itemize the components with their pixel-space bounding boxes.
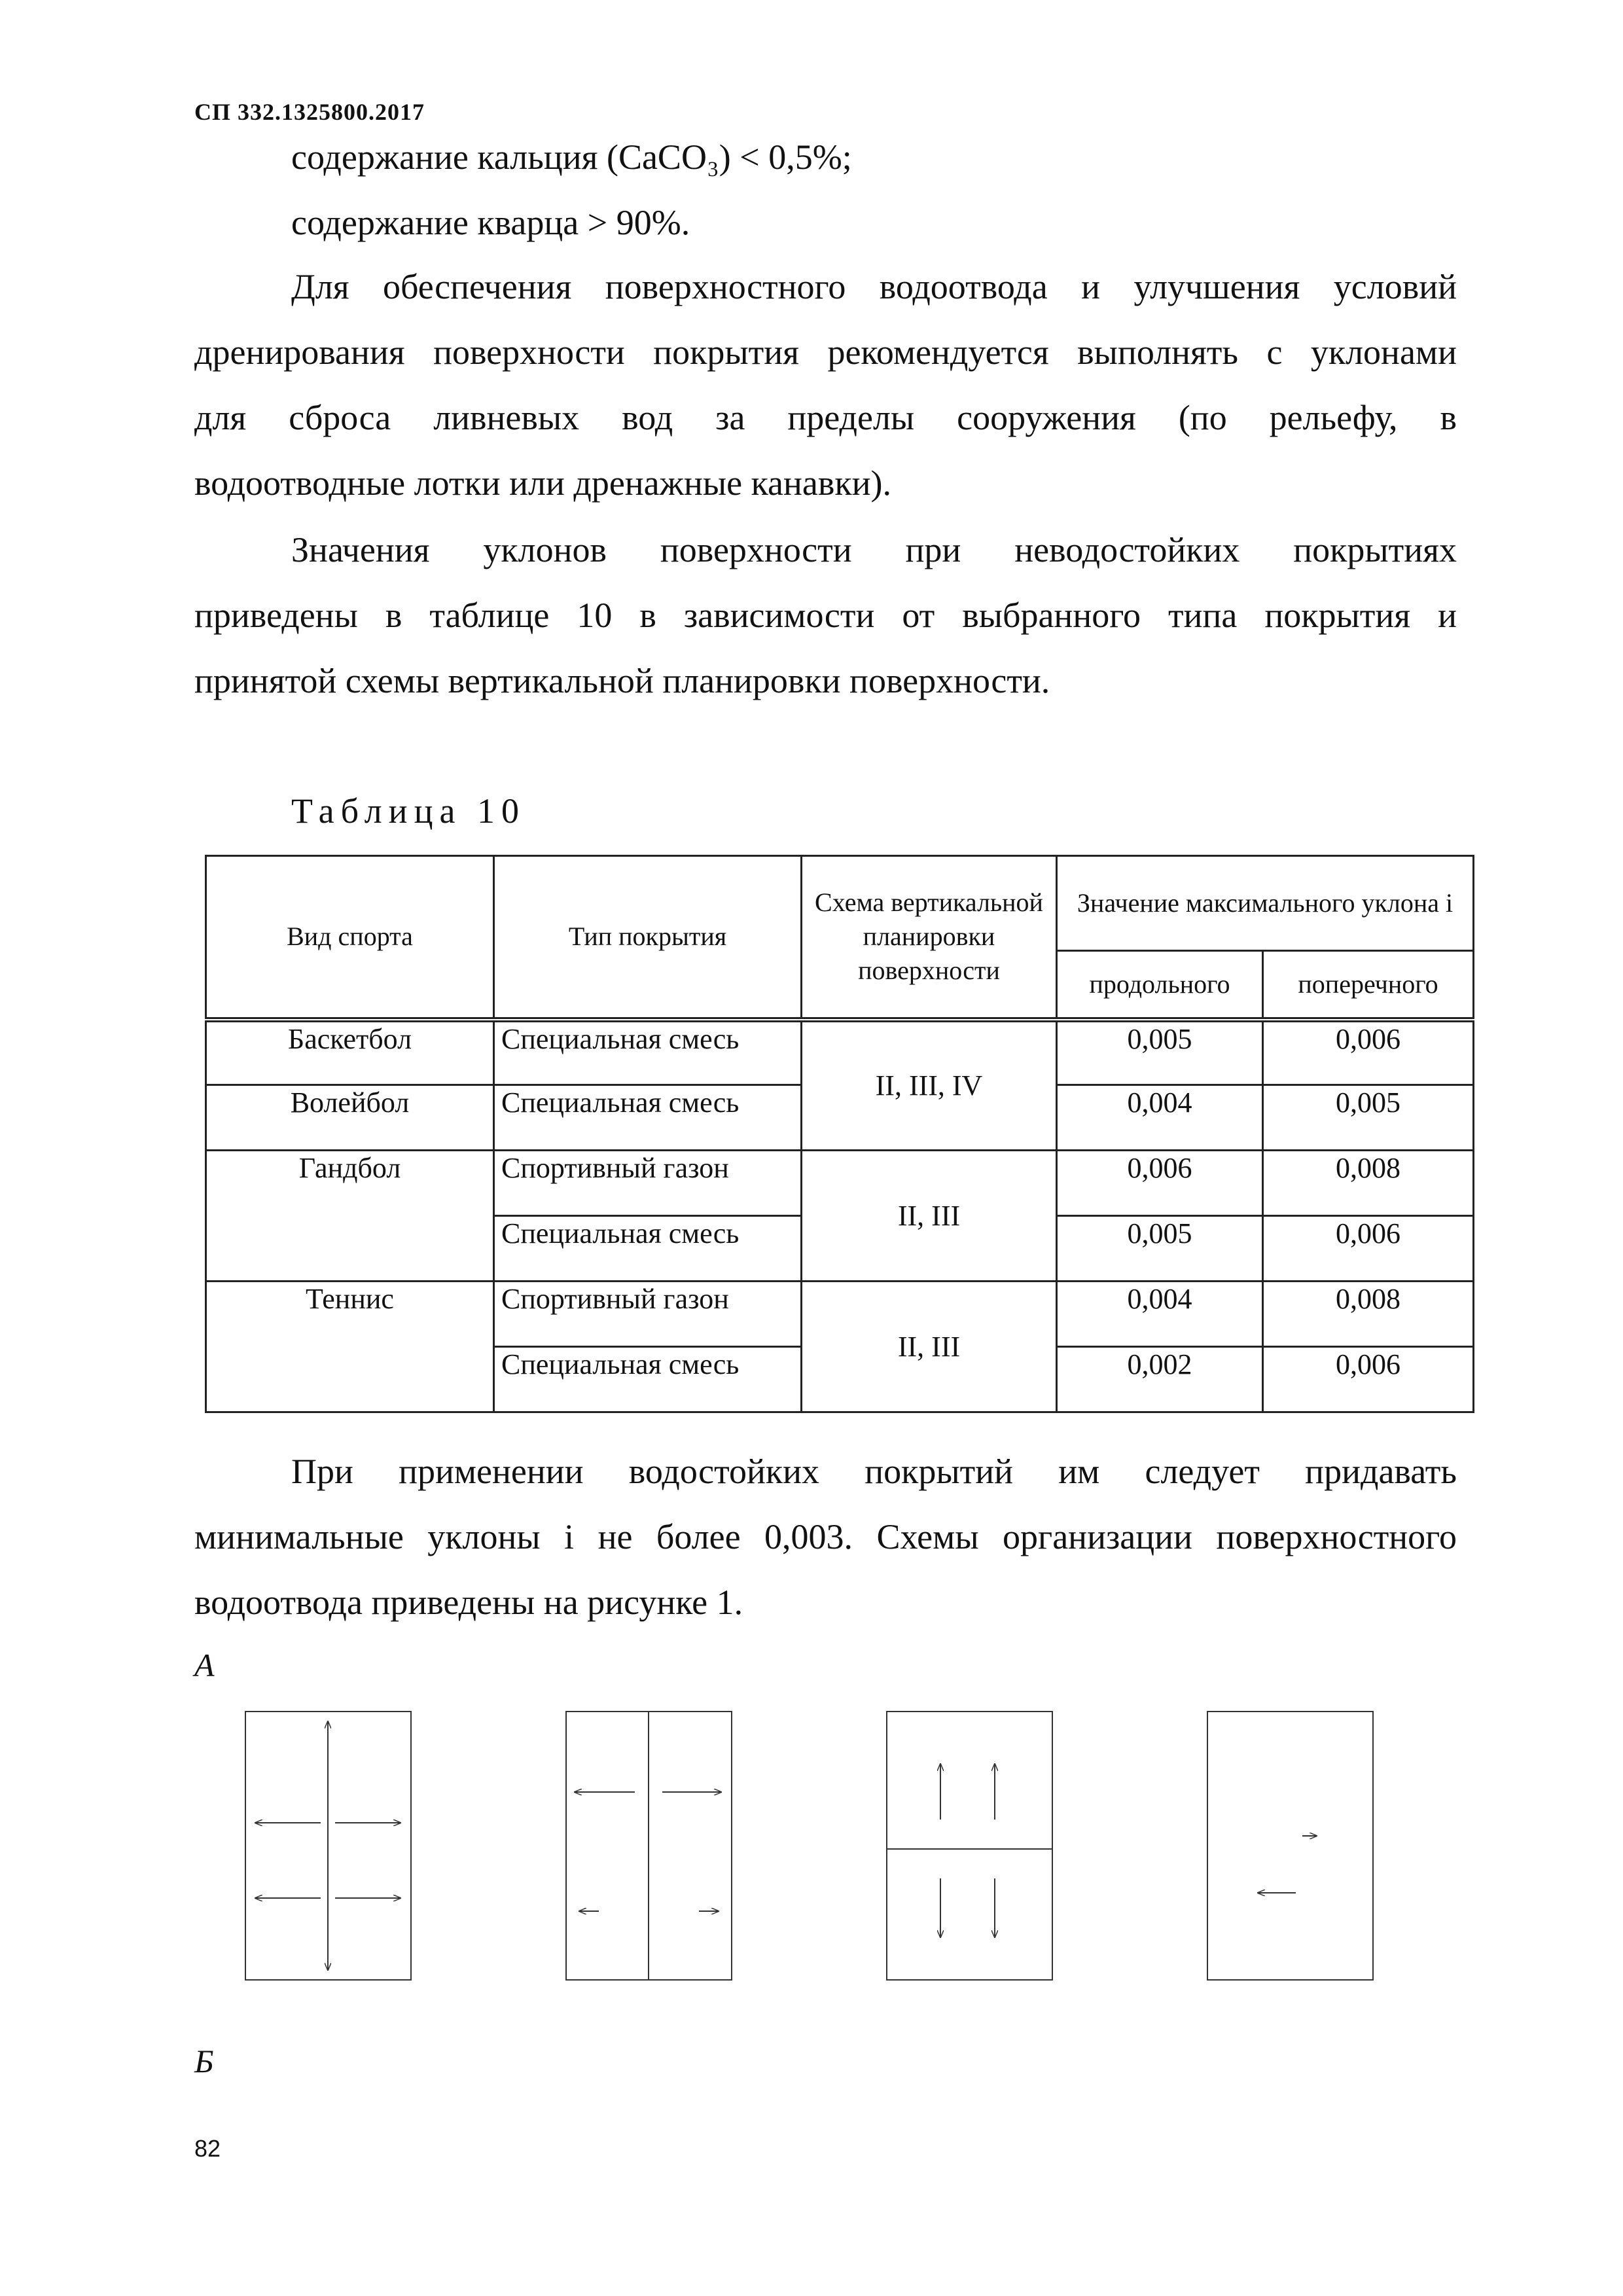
cell-trans: 0,006 (1263, 1347, 1474, 1412)
paragraph-line: При применении водостойких покрытий им следует придавать (291, 1452, 1457, 1491)
cell-surface: Специальная смесь (494, 1020, 802, 1085)
cell-long: 0,006 (1057, 1151, 1263, 1216)
scheme-4-outline (1207, 1712, 1373, 1980)
table-row (206, 1151, 1474, 1216)
cell-trans: 0,006 (1263, 1020, 1474, 1085)
scheme-2 (566, 1712, 732, 1980)
header-max-slope: Значение максимального уклона i (1057, 856, 1474, 951)
cell-sport: Гандбол (206, 1151, 494, 1282)
header-longitudinal: продольного (1057, 951, 1263, 1020)
scheme-4 (1207, 1712, 1373, 1980)
cell-surface: Спортивный газон (494, 1282, 802, 1347)
cell-surface: Специальная смесь (494, 1085, 802, 1151)
text-line: содержание кварца > 90%. (291, 203, 690, 242)
document-code: СП 332.1325800.2017 (194, 99, 425, 125)
paragraph-line: Для обеспечения поверхностного водоотвода и улучшения условий (291, 267, 1457, 306)
paragraph-line: водоотводные лотки или дренажные канавки). (194, 463, 891, 503)
scheme-3-outline (887, 1712, 1052, 1980)
paragraph-line: для сброса ливневых вод за пределы сооружения (по рельефу, в (194, 398, 1457, 437)
cell-long: 0,004 (1057, 1282, 1263, 1347)
cell-long: 0,005 (1057, 1020, 1263, 1085)
cell-surface: Спортивный газон (494, 1151, 802, 1216)
cell-surface: Специальная смесь (494, 1216, 802, 1282)
cell-sport: Теннис (206, 1282, 494, 1412)
page-number: 82 (194, 2135, 221, 2162)
paragraph-line: водоотвода приведены на рисунке 1. (194, 1583, 743, 1622)
paragraph-line: Значения уклонов поверхности при неводостойких покрытиях (291, 530, 1457, 569)
cell-long: 0,002 (1057, 1347, 1263, 1412)
header-transverse: поперечного (1263, 951, 1474, 1020)
cell-trans: 0,008 (1263, 1282, 1474, 1347)
table-row (206, 1282, 1474, 1347)
cell-trans: 0,005 (1263, 1085, 1474, 1151)
text-line: содержание кальция (CaCO₃) < 0,5%; (291, 137, 852, 177)
cell-sport: Баскетбол (206, 1020, 494, 1085)
paragraph-line: минимальные уклоны i не более 0,003. Схемы организации поверхностного (194, 1517, 1457, 1556)
cell-long: 0,004 (1057, 1085, 1263, 1151)
table-row (206, 1020, 1474, 1085)
figure-label-a: А (194, 1647, 215, 1683)
header-scheme: Схема вертикальной планировки поверхности (802, 856, 1057, 1020)
table-caption: Таблица 10 (291, 791, 526, 831)
paragraph-line: принятой схемы вертикальной планировки поверхности. (194, 661, 1050, 700)
cell-trans: 0,006 (1263, 1216, 1474, 1282)
header-sport: Вид спорта (206, 856, 494, 1020)
cell-long: 0,005 (1057, 1216, 1263, 1282)
cell-surface: Специальная смесь (494, 1347, 802, 1412)
drainage-schemes-figure (216, 1702, 1394, 2003)
cell-sport: Волейбол (206, 1085, 494, 1151)
cell-scheme: II, III (802, 1151, 1057, 1282)
scheme-1 (245, 1712, 411, 1980)
header-surface: Тип покрытия (494, 856, 802, 1020)
figure-label-b: Б (194, 2043, 214, 2079)
cell-trans: 0,008 (1263, 1151, 1474, 1216)
scheme-3 (887, 1712, 1052, 1980)
paragraph-line: дренирования поверхности покрытия рекомендуется выполнять с уклонами (194, 332, 1457, 372)
cell-scheme: II, III, IV (802, 1020, 1057, 1151)
slope-table (205, 855, 1474, 1413)
paragraph-line: приведены в таблице 10 в зависимости от выбранного типа покрытия и (194, 596, 1457, 635)
cell-scheme: II, III (802, 1282, 1057, 1412)
